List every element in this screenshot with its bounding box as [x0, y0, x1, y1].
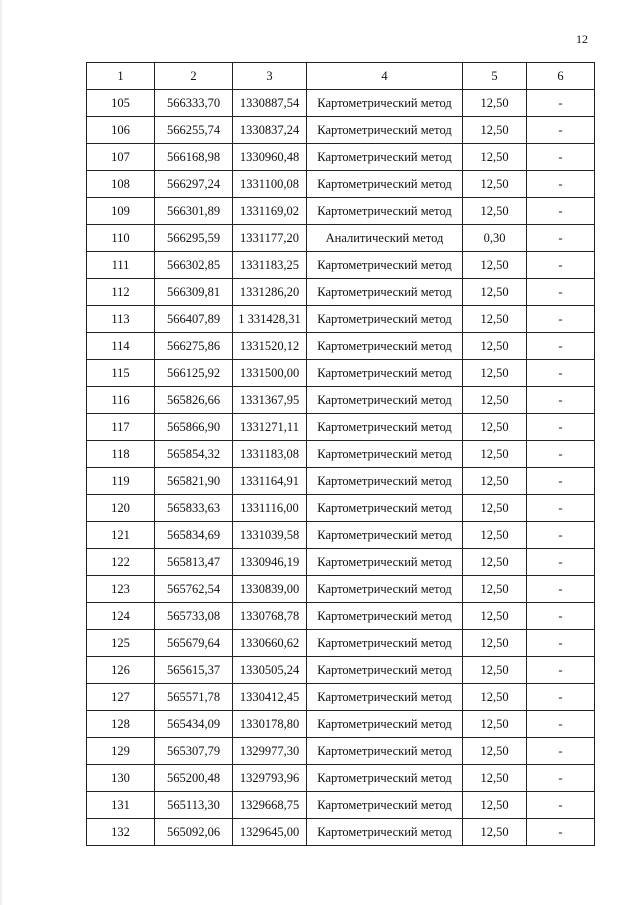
- y-coordinate-cell: 1330412,45: [233, 684, 307, 711]
- point-number-cell: 113: [87, 306, 155, 333]
- accuracy-cell: 12,50: [463, 549, 527, 576]
- x-coordinate-cell: 566125,92: [155, 360, 233, 387]
- table-row: [87, 468, 595, 495]
- point-number-cell: 107: [87, 144, 155, 171]
- method-cell: Картометрический метод: [307, 657, 463, 684]
- point-number-cell: 116: [87, 387, 155, 414]
- y-coordinate-cell: 1330178,80: [233, 711, 307, 738]
- method-cell: Картометрический метод: [307, 549, 463, 576]
- accuracy-cell: 12,50: [463, 333, 527, 360]
- accuracy-cell: 12,50: [463, 360, 527, 387]
- accuracy-cell: 12,50: [463, 738, 527, 765]
- y-coordinate-cell: 1329977,30: [233, 738, 307, 765]
- table-row: [87, 360, 595, 387]
- y-coordinate-cell: 1330946,19: [233, 549, 307, 576]
- accuracy-cell: 12,50: [463, 630, 527, 657]
- note-cell: -: [527, 630, 595, 657]
- point-number-cell: 118: [87, 441, 155, 468]
- y-coordinate-cell: 1331271,11: [233, 414, 307, 441]
- column-header-4: 4: [307, 63, 463, 90]
- x-coordinate-cell: 565434,09: [155, 711, 233, 738]
- point-number-cell: 109: [87, 198, 155, 225]
- accuracy-cell: 12,50: [463, 252, 527, 279]
- accuracy-cell: 12,50: [463, 576, 527, 603]
- coordinates-table: [86, 62, 595, 846]
- x-coordinate-cell: 565200,48: [155, 765, 233, 792]
- x-coordinate-cell: 566309,81: [155, 279, 233, 306]
- note-cell: -: [527, 144, 595, 171]
- accuracy-cell: 12,50: [463, 603, 527, 630]
- method-cell: Картометрический метод: [307, 630, 463, 657]
- table-row: [87, 657, 595, 684]
- y-coordinate-cell: 1330887,54: [233, 90, 307, 117]
- x-coordinate-cell: 565762,54: [155, 576, 233, 603]
- column-header-1: 1: [87, 63, 155, 90]
- table-row: [87, 819, 595, 846]
- table-row: [87, 765, 595, 792]
- method-cell: Аналитический метод: [307, 225, 463, 252]
- table-row: [87, 306, 595, 333]
- point-number-cell: 112: [87, 279, 155, 306]
- y-coordinate-cell: 1331116,00: [233, 495, 307, 522]
- note-cell: -: [527, 819, 595, 846]
- x-coordinate-cell: 566168,98: [155, 144, 233, 171]
- note-cell: -: [527, 171, 595, 198]
- method-cell: Картометрический метод: [307, 198, 463, 225]
- method-cell: Картометрический метод: [307, 414, 463, 441]
- y-coordinate-cell: 1331164,91: [233, 468, 307, 495]
- accuracy-cell: 12,50: [463, 117, 527, 144]
- y-coordinate-cell: 1330660,62: [233, 630, 307, 657]
- table-row: [87, 90, 595, 117]
- accuracy-cell: 12,50: [463, 198, 527, 225]
- method-cell: Картометрический метод: [307, 171, 463, 198]
- method-cell: Картометрический метод: [307, 468, 463, 495]
- note-cell: -: [527, 279, 595, 306]
- x-coordinate-cell: 566333,70: [155, 90, 233, 117]
- table-row: [87, 495, 595, 522]
- method-cell: Картометрический метод: [307, 684, 463, 711]
- y-coordinate-cell: 1330768,78: [233, 603, 307, 630]
- point-number-cell: 122: [87, 549, 155, 576]
- accuracy-cell: 12,50: [463, 90, 527, 117]
- point-number-cell: 121: [87, 522, 155, 549]
- method-cell: Картометрический метод: [307, 819, 463, 846]
- y-coordinate-cell: 1330839,00: [233, 576, 307, 603]
- note-cell: -: [527, 711, 595, 738]
- point-number-cell: 127: [87, 684, 155, 711]
- method-cell: Картометрический метод: [307, 387, 463, 414]
- note-cell: -: [527, 414, 595, 441]
- column-header-6: 6: [527, 63, 595, 90]
- note-cell: -: [527, 90, 595, 117]
- note-cell: -: [527, 522, 595, 549]
- accuracy-cell: 12,50: [463, 387, 527, 414]
- accuracy-cell: 12,50: [463, 306, 527, 333]
- point-number-cell: 105: [87, 90, 155, 117]
- note-cell: -: [527, 360, 595, 387]
- point-number-cell: 124: [87, 603, 155, 630]
- x-coordinate-cell: 565307,79: [155, 738, 233, 765]
- method-cell: Картометрический метод: [307, 441, 463, 468]
- y-coordinate-cell: 1331183,08: [233, 441, 307, 468]
- note-cell: -: [527, 333, 595, 360]
- x-coordinate-cell: 565113,30: [155, 792, 233, 819]
- note-cell: -: [527, 549, 595, 576]
- x-coordinate-cell: 565821,90: [155, 468, 233, 495]
- page-number: 12: [576, 32, 588, 46]
- point-number-cell: 123: [87, 576, 155, 603]
- y-coordinate-cell: 1329668,75: [233, 792, 307, 819]
- x-coordinate-cell: 565092,06: [155, 819, 233, 846]
- note-cell: -: [527, 576, 595, 603]
- table-row: [87, 387, 595, 414]
- method-cell: Картометрический метод: [307, 90, 463, 117]
- table-header-row: [87, 63, 595, 90]
- y-coordinate-cell: 1331039,58: [233, 522, 307, 549]
- point-number-cell: 126: [87, 657, 155, 684]
- y-coordinate-cell: 1331183,25: [233, 252, 307, 279]
- accuracy-cell: 12,50: [463, 144, 527, 171]
- y-coordinate-cell: 1329793,96: [233, 765, 307, 792]
- y-coordinate-cell: 1331286,20: [233, 279, 307, 306]
- table-row: [87, 198, 595, 225]
- point-number-cell: 110: [87, 225, 155, 252]
- note-cell: -: [527, 495, 595, 522]
- note-cell: -: [527, 603, 595, 630]
- table-row: [87, 441, 595, 468]
- point-number-cell: 108: [87, 171, 155, 198]
- table-row: [87, 711, 595, 738]
- column-header-5: 5: [463, 63, 527, 90]
- method-cell: Картометрический метод: [307, 252, 463, 279]
- scan-edge: [0, 0, 2, 905]
- x-coordinate-cell: 565679,64: [155, 630, 233, 657]
- y-coordinate-cell: 1331169,02: [233, 198, 307, 225]
- y-coordinate-cell: 1330505,24: [233, 657, 307, 684]
- table-row: [87, 117, 595, 144]
- point-number-cell: 128: [87, 711, 155, 738]
- accuracy-cell: 12,50: [463, 441, 527, 468]
- point-number-cell: 111: [87, 252, 155, 279]
- point-number-cell: 119: [87, 468, 155, 495]
- point-number-cell: 106: [87, 117, 155, 144]
- table-row: [87, 630, 595, 657]
- accuracy-cell: 12,50: [463, 657, 527, 684]
- table-row: [87, 252, 595, 279]
- point-number-cell: 115: [87, 360, 155, 387]
- method-cell: Картометрический метод: [307, 792, 463, 819]
- accuracy-cell: 12,50: [463, 279, 527, 306]
- accuracy-cell: 12,50: [463, 684, 527, 711]
- accuracy-cell: 12,50: [463, 414, 527, 441]
- accuracy-cell: 12,50: [463, 522, 527, 549]
- accuracy-cell: 12,50: [463, 171, 527, 198]
- note-cell: -: [527, 306, 595, 333]
- y-coordinate-cell: 1329645,00: [233, 819, 307, 846]
- accuracy-cell: 12,50: [463, 495, 527, 522]
- point-number-cell: 117: [87, 414, 155, 441]
- method-cell: Картометрический метод: [307, 333, 463, 360]
- note-cell: -: [527, 225, 595, 252]
- y-coordinate-cell: 1331500,00: [233, 360, 307, 387]
- method-cell: Картометрический метод: [307, 522, 463, 549]
- y-coordinate-cell: 1330837,24: [233, 117, 307, 144]
- column-header-2: 2: [155, 63, 233, 90]
- table-row: [87, 279, 595, 306]
- x-coordinate-cell: 565854,32: [155, 441, 233, 468]
- accuracy-cell: 12,50: [463, 792, 527, 819]
- table-row: [87, 171, 595, 198]
- accuracy-cell: 12,50: [463, 819, 527, 846]
- x-coordinate-cell: 565813,47: [155, 549, 233, 576]
- method-cell: Картометрический метод: [307, 495, 463, 522]
- x-coordinate-cell: 565833,63: [155, 495, 233, 522]
- x-coordinate-cell: 566407,89: [155, 306, 233, 333]
- table-row: [87, 603, 595, 630]
- note-cell: -: [527, 387, 595, 414]
- note-cell: -: [527, 792, 595, 819]
- method-cell: Картометрический метод: [307, 603, 463, 630]
- table-row: [87, 684, 595, 711]
- table-row: [87, 144, 595, 171]
- note-cell: -: [527, 657, 595, 684]
- x-coordinate-cell: 566295,59: [155, 225, 233, 252]
- y-coordinate-cell: 1331100,08: [233, 171, 307, 198]
- note-cell: -: [527, 252, 595, 279]
- method-cell: Картометрический метод: [307, 765, 463, 792]
- note-cell: -: [527, 117, 595, 144]
- column-header-3: 3: [233, 63, 307, 90]
- table-row: [87, 225, 595, 252]
- table-row: [87, 576, 595, 603]
- method-cell: Картометрический метод: [307, 279, 463, 306]
- table-row: [87, 549, 595, 576]
- x-coordinate-cell: 565571,78: [155, 684, 233, 711]
- method-cell: Картометрический метод: [307, 738, 463, 765]
- accuracy-cell: 0,30: [463, 225, 527, 252]
- accuracy-cell: 12,50: [463, 468, 527, 495]
- note-cell: -: [527, 738, 595, 765]
- point-number-cell: 131: [87, 792, 155, 819]
- x-coordinate-cell: 566301,89: [155, 198, 233, 225]
- table-row: [87, 738, 595, 765]
- table-row: [87, 522, 595, 549]
- method-cell: Картометрический метод: [307, 576, 463, 603]
- method-cell: Картометрический метод: [307, 711, 463, 738]
- note-cell: -: [527, 198, 595, 225]
- note-cell: -: [527, 468, 595, 495]
- point-number-cell: 120: [87, 495, 155, 522]
- accuracy-cell: 12,50: [463, 765, 527, 792]
- x-coordinate-cell: 566255,74: [155, 117, 233, 144]
- point-number-cell: 129: [87, 738, 155, 765]
- method-cell: Картометрический метод: [307, 117, 463, 144]
- method-cell: Картометрический метод: [307, 144, 463, 171]
- table-row: [87, 792, 595, 819]
- y-coordinate-cell: 1 331428,31: [233, 306, 307, 333]
- x-coordinate-cell: 565826,66: [155, 387, 233, 414]
- x-coordinate-cell: 565866,90: [155, 414, 233, 441]
- table-row: [87, 333, 595, 360]
- x-coordinate-cell: 566297,24: [155, 171, 233, 198]
- point-number-cell: 114: [87, 333, 155, 360]
- table-row: [87, 414, 595, 441]
- y-coordinate-cell: 1331177,20: [233, 225, 307, 252]
- note-cell: -: [527, 765, 595, 792]
- x-coordinate-cell: 565615,37: [155, 657, 233, 684]
- table-body: [87, 90, 595, 846]
- accuracy-cell: 12,50: [463, 711, 527, 738]
- x-coordinate-cell: 565834,69: [155, 522, 233, 549]
- note-cell: -: [527, 441, 595, 468]
- x-coordinate-cell: 566275,86: [155, 333, 233, 360]
- point-number-cell: 132: [87, 819, 155, 846]
- y-coordinate-cell: 1330960,48: [233, 144, 307, 171]
- point-number-cell: 130: [87, 765, 155, 792]
- y-coordinate-cell: 1331367,95: [233, 387, 307, 414]
- x-coordinate-cell: 565733,08: [155, 603, 233, 630]
- y-coordinate-cell: 1331520,12: [233, 333, 307, 360]
- note-cell: -: [527, 684, 595, 711]
- point-number-cell: 125: [87, 630, 155, 657]
- x-coordinate-cell: 566302,85: [155, 252, 233, 279]
- method-cell: Картометрический метод: [307, 306, 463, 333]
- method-cell: Картометрический метод: [307, 360, 463, 387]
